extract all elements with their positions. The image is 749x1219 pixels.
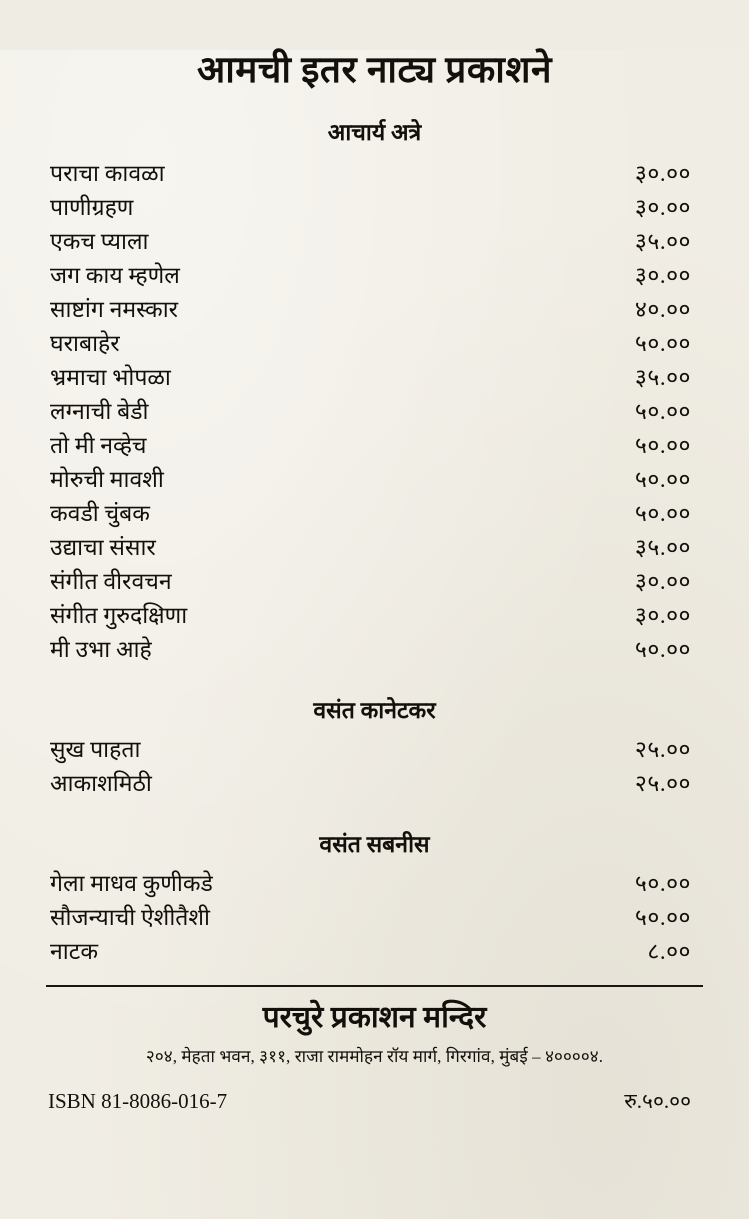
list-item — [44, 565, 705, 599]
page-title: आमची इतर नाट्य प्रकाशने — [196, 50, 553, 91]
book-price: ३५.०० — [634, 535, 691, 561]
isbn-text: ISBN 81-8086-016-7 — [48, 1088, 228, 1113]
mrp-price: रु.५०.०० — [624, 1088, 691, 1113]
book-price: ५०.०० — [634, 399, 691, 425]
book-price: ४०.०० — [634, 297, 691, 323]
book-price: ३०.०० — [634, 195, 691, 221]
list-item — [44, 327, 705, 361]
book-title: तो मी नव्हेच — [50, 433, 147, 459]
book-price: ३५.०० — [634, 365, 691, 391]
book-price: ५०.०० — [634, 467, 691, 493]
book-title: नाटक — [50, 939, 98, 965]
list-item — [44, 633, 705, 667]
book-title: मी उभा आहे — [50, 637, 152, 663]
title-list-2 — [44, 733, 705, 801]
list-item — [44, 361, 705, 395]
book-title: पाणीग्रहण — [50, 195, 134, 221]
author-heading-3: वसंत सबनीस — [319, 831, 430, 857]
book-title: संगीत वीरवचन — [50, 569, 172, 595]
author-heading-2: वसंत कानेटकर — [313, 697, 436, 723]
book-title: पराचा कावळा — [50, 161, 165, 187]
list-item — [44, 395, 705, 429]
book-price: ५०.०० — [634, 501, 691, 527]
book-price: ५०.०० — [634, 905, 691, 931]
book-title: मोरुची मावशी — [50, 467, 164, 493]
book-price: २५.०० — [634, 737, 691, 763]
book-title: भ्रमाचा भोपळा — [50, 365, 171, 391]
book-price: ३०.०० — [634, 603, 691, 629]
book-price: ३०.०० — [634, 263, 691, 289]
bottom-line — [44, 1087, 705, 1115]
book-title: सौजन्याची ऐशीतैशी — [50, 905, 210, 931]
list-item — [44, 935, 705, 969]
book-price: ३०.०० — [634, 569, 691, 595]
book-price: ५०.०० — [634, 637, 691, 663]
publisher-address: २०४, मेहता भवन, ३११, राजा राममोहन रॉय मार्ग, गिरगांव, मुंबई – ४००००४. — [145, 1046, 604, 1066]
footer — [44, 995, 705, 1115]
list-item — [44, 191, 705, 225]
book-title: घराबाहेर — [50, 331, 120, 357]
book-title: संगीत गुरुदक्षिणा — [50, 603, 188, 629]
list-item — [44, 157, 705, 191]
book-title: साष्टांग नमस्कार — [50, 297, 179, 323]
list-item — [44, 497, 705, 531]
list-item — [44, 733, 705, 767]
list-item — [44, 259, 705, 293]
book-price: ८.०० — [647, 939, 691, 965]
book-price: ५०.०० — [634, 331, 691, 357]
book-title: उद्याचा संसार — [50, 535, 156, 561]
book-title: कवडी चुंबक — [50, 501, 150, 527]
list-item — [44, 429, 705, 463]
divider — [46, 985, 703, 987]
list-item — [44, 531, 705, 565]
book-title: एकच प्याला — [50, 229, 149, 255]
book-title: जग काय म्हणेल — [50, 263, 180, 289]
list-item — [44, 599, 705, 633]
author-heading-1: आचार्य अत्रे — [327, 119, 422, 145]
book-price: २५.०० — [634, 771, 691, 797]
list-item — [44, 867, 705, 901]
book-price: ५०.०० — [634, 871, 691, 897]
book-title: सुख पाहता — [50, 737, 141, 763]
book-title: आकाशमिठी — [50, 771, 152, 797]
title-list-3 — [44, 867, 705, 969]
book-price: ३५.०० — [634, 229, 691, 255]
list-item — [44, 225, 705, 259]
list-item — [44, 463, 705, 497]
book-title: गेला माधव कुणीकडे — [50, 871, 213, 897]
publisher-name: परचुरे प्रकाशन मन्दिर — [262, 1000, 487, 1034]
book-title: लग्नाची बेडी — [50, 399, 149, 425]
book-price: ५०.०० — [634, 433, 691, 459]
list-item — [44, 901, 705, 935]
book-back-cover-page — [0, 50, 749, 1219]
list-item — [44, 767, 705, 801]
book-price: ३०.०० — [634, 161, 691, 187]
list-item — [44, 293, 705, 327]
title-list-1 — [44, 157, 705, 667]
